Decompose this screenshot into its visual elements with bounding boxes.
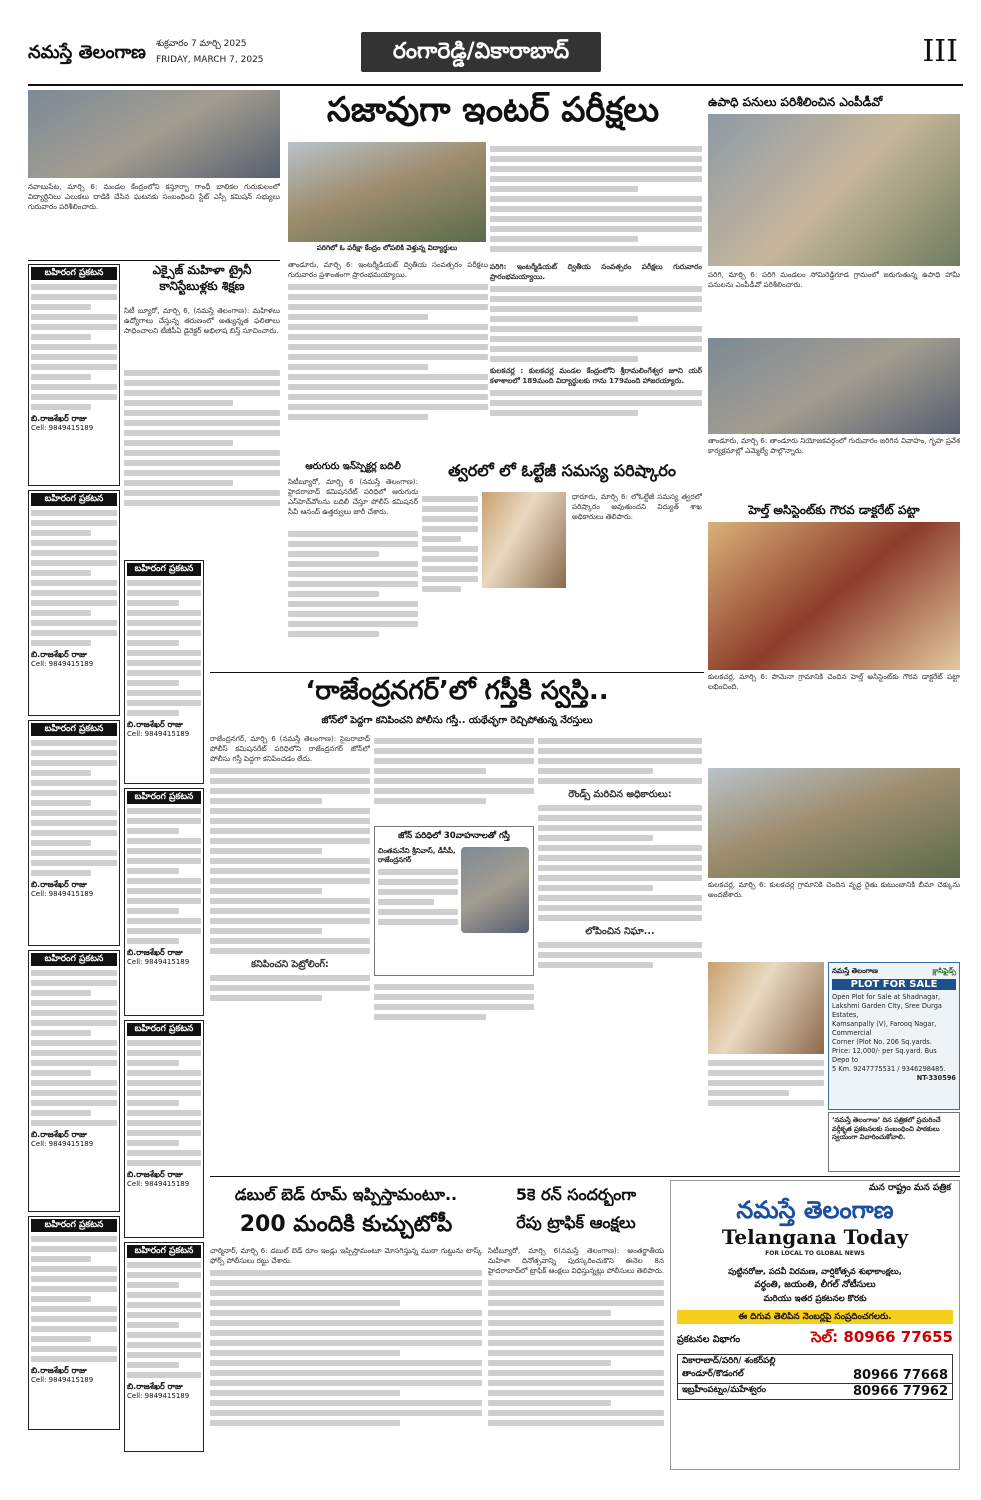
lawyer-name: బి.రాజశేఖర్ రాజు <box>127 1170 183 1179</box>
divider-left-1 <box>28 260 280 261</box>
gang-headline: ‘రాజేంద్రనగర్’లో గస్తీకి స్వస్తి.. <box>305 676 609 706</box>
felicitation-photo <box>708 962 824 1054</box>
double-bed-headline-1: డబుల్ బెడ్ రూమ్ ఇప్పిస్తామంటూ.. <box>234 1185 458 1204</box>
lawyer-phone: Cell: 9849415189 <box>31 1376 94 1384</box>
public-ad-title: బహిరంగ ప్రకటన <box>31 953 117 966</box>
plot-for-sale-ad <box>828 962 960 1110</box>
plot-ad-line3: Kamsanpally (V), Farooq Nagar, Commercial <box>832 1020 937 1037</box>
plot-ad-line5: Price: 12,000/- per Sq.yard. Bus Depo to <box>832 1047 937 1064</box>
date-telugu: శుక్రవారం 7 మార్చి 2025 <box>156 39 247 49</box>
gang-body-col2 <box>374 734 534 824</box>
plot-ad-line4: Corner (Plot No. 206 Sq.yards. <box>832 1038 932 1046</box>
tt-cell: సెల్: 80966 77655 <box>811 1328 953 1346</box>
gang-subhead: జోన్‌లో పెద్దగా కనిపించని పోలీసు గస్తీ.. యథేచ్ఛగా రెచ్చిపోతున్న నేరస్తులు <box>321 715 593 726</box>
plot-ad-line2: Lakshmi Garden City, Sree Durga Estates, <box>832 1002 942 1019</box>
tt-area-2: తాండూర్/కొడంగల్ <box>682 1369 744 1379</box>
upadhi-headline: ఉపాధి పనులు పరిశీలించిన ఎంపీడీవో <box>708 95 883 109</box>
public-ad <box>124 1242 204 1452</box>
gang-box-sub: కనిపించని పెట్రోలింగ్: <box>251 959 329 970</box>
date-english: FRIDAY, MARCH 7, 2025 <box>156 55 264 65</box>
health-photo <box>708 522 960 670</box>
gang-body-col4 <box>538 734 702 1040</box>
tt-phone-2: 80966 77962 <box>853 1384 948 1399</box>
gang-round-sub: రౌండ్స్ మరిచిన అధికారులు: <box>568 789 672 800</box>
public-ad-title: బహిరంగ ప్రకటన <box>127 791 201 804</box>
fivek-body <box>488 1246 664 1470</box>
transfer-story <box>288 460 418 668</box>
lawyer-name: బి.రాజశేఖర్ రాజు <box>31 414 87 423</box>
lead-body-main <box>288 260 488 456</box>
lead-body-start: తాండూరు, మార్చి 6: ఇంటర్మీడియట్ ద్వితీయ సంవత్సరం పరీక్షలు గురువారం ప్రశాంతంగా ప్రారంభమయ్యాయి. <box>288 260 488 279</box>
gang-body-col1 <box>210 734 370 1040</box>
tt-line-2: వర్ధంతి, జయంతి, లీగల్ నోటీసులు <box>754 1280 876 1290</box>
transfer-body: సిటీబ్యూరో, మార్చి 6 (నమస్తే తెలంగాణ): హైదరాబాద్ కమిషనరేట్ పరిధిలో ఆరుగురు ఎస్‌హెచ్‌వోలను బదిలీ చేస్తూ పోలీస్ కమిషనర్ సీవీ ఆనంద్ ఉత్తర్వులు జారీ చేశారు. <box>288 477 418 516</box>
lawyer-name: బి.రాజశేఖర్ రాజు <box>31 1366 87 1375</box>
fivek-headline-2: రేపు ట్రాఫిక్ ఆంక్షలు <box>516 1213 636 1232</box>
felicitation-caption <box>708 1056 824 1114</box>
gang-quote-box <box>374 826 534 976</box>
tt-english-tag: FOR LOCAL TO GLOBAL NEWS <box>765 1250 865 1257</box>
sign-caption: కులకచర్ల, మార్చి 6: కులకచర్ల గ్రామానికి చెందిన వృద్ధ రైతు కుటుంబానికి బీమా చెక్కును అందజేశారు. <box>708 880 960 899</box>
lead-photo <box>288 142 486 242</box>
transfer-headline: ఆరుగురు ఇన్‌స్పెక్టర్ల బదిలీ <box>305 461 401 472</box>
tt-line-3: మరియు ఇతర ప్రకటనల కొరకు <box>763 1294 867 1304</box>
tt-line-1: పుట్టినరోజు, పదవీ విరమణ, వార్షికోత్సవ శుభాకాంక్షలు, <box>728 1266 902 1276</box>
lawyer-name: బి.రాజశేఖర్ రాజు <box>31 650 87 659</box>
sign-photo <box>708 768 960 878</box>
public-ad-title: బహిరంగ ప్రకటన <box>127 1245 201 1258</box>
public-ad-title: బహిరంగ ప్రకటన <box>31 723 117 736</box>
lawyer-phone: Cell: 9849415189 <box>31 660 94 668</box>
tt-tagline: మన రాష్ట్రం మన పత్రిక <box>869 1183 951 1193</box>
lawyer-name: బి.రాజశేఖర్ రాజు <box>31 1130 87 1139</box>
notice-box <box>828 1112 960 1172</box>
gang-box-title: జోన్ పరిధిలో 30వాహనాలతో గస్తీ <box>398 831 510 841</box>
plot-ad-line1: Open Plot for Sale at Shadnagar, <box>832 993 941 1001</box>
section-title: రంగారెడ్డి/వికారాబాద్ <box>361 32 601 72</box>
masthead-logo: నమస్తే తెలంగాణ <box>28 42 146 63</box>
notice-text: ‘నమస్తే తెలంగాణ’ దిన పత్రికలో ప్రచురించే వర్గీకృత ప్రకటనలకు సంబంధించి పాఠకులు స్వయంగా విచారించుకోవాలి. <box>832 1116 941 1141</box>
divider-bottom <box>210 1176 960 1177</box>
top-left-caption: నవాబుపేట, మార్చి 6: మండల కేంద్రంలోని కస్తూర్బా గాంధీ బాలికల గురుకులంలో విద్యార్థినిలు ఎలుకలు దాడికి చేసిన ఘటనకు సంబంధించి స్టేట్ ఎస్సీ కమిషన్ సభ్యులు గురువారం పరిశీలించారు. <box>28 182 280 211</box>
excise-headline: ఎక్సైజ్ మహిళా ట్రైనీ కానిస్టేబుళ్లకు శిక్షణ <box>152 263 252 293</box>
double-bed-body <box>210 1246 482 1470</box>
lawyer-phone: Cell: 9849415189 <box>127 730 190 738</box>
fivek-body-text: సిటీబ్యూరో, మార్చి 6(నమస్తే తెలంగాణ): అంతర్జాతీయ మహిళా దినోత్సవాన్ని పురస్కరించుకొని ఈనెల 8న హైదరాబాద్‌లో ట్రాఫిక్ ఆంక్షలు విధిస్తున్నట్లు పోలీసులు తెలిపారు. <box>488 1246 664 1275</box>
lead-dateline-3: కులకచర్ల : కులకచర్ల మండల కేంద్రంలోని శ్రీరామలింగేశ్వర జూని యర్ కళాశాలలో 189మంది విద్యార్థులకు గాను 179మంది హాజరయ్యారు. <box>490 366 702 385</box>
lead-dateline-2: పరిగి: ఇంటర్మీడియట్ ద్వితీయ సంవత్సరం పరీక్షలు గురువారం ప్రారంభమయ్యాయి. <box>490 262 702 281</box>
masthead <box>28 30 963 82</box>
plot-ad-code: NT-330596 <box>916 1074 956 1082</box>
lawyer-phone: Cell: 9849415189 <box>31 890 94 898</box>
divider-mid <box>210 672 704 673</box>
page-number: III <box>922 34 958 69</box>
office-photo <box>28 90 280 178</box>
public-ad <box>124 560 204 784</box>
gang-body-col3 <box>374 980 534 1042</box>
tt-area-3: ఇబ్రహీంపట్నం/మహేశ్వరం <box>682 1385 767 1395</box>
public-ad <box>28 950 120 1212</box>
lawyer-phone: Cell: 9849415189 <box>127 1392 190 1400</box>
lawyer-phone: Cell: 9849415189 <box>127 958 190 966</box>
lawyer-name: బి.రాజశేఖర్ రాజు <box>127 1382 183 1391</box>
plot-ad-tag: క్లాసిఫైడ్స్ <box>932 967 956 975</box>
lawyer-name: బి.రాజశేఖర్ రాజు <box>127 720 183 729</box>
wedding-photo <box>708 338 960 434</box>
public-ad <box>124 1020 204 1238</box>
tt-line-4: ఈ దిగువ తెలిపిన నెంబర్లపై సంప్రదించగలరు. <box>677 1310 953 1324</box>
voltage-photo <box>482 492 566 588</box>
public-ad <box>28 490 120 716</box>
public-ad <box>28 720 120 946</box>
tt-logo-telugu: నమస్తే తెలంగాణ <box>736 1195 894 1224</box>
health-caption: కులకచర్ల, మార్చి 6: పామెనా గ్రామానికి చెందిన హెల్త్ అసిస్టెంట్‌కు గౌరవ డాక్టరేట్ పట్టా లభించింది. <box>708 672 960 691</box>
gang-box-quote: చింతమనేని శ్రీనివాస్, డీసీపీ, రాజేంద్రనగర్ <box>378 847 456 864</box>
double-bed-body-text: చార్మినార్, మార్చి 6: డబుల్ బెడ్ రూం ఇండ్లు ఇప్పిస్తామంటూ మోసగిస్తున్న ముఠా గుట్టును టాస్క్ ఫోర్స్ పోలీసులు రట్టు చేశారు. <box>210 1246 482 1265</box>
public-ad <box>28 264 120 486</box>
tt-area-1: వికారాబాద్/పరిగి/ శంకర్‌పల్లి <box>682 1356 776 1366</box>
lawyer-phone: Cell: 9849415189 <box>31 424 94 432</box>
voltage-headline: త్వరలో లో ఓల్టేజీ సమస్య పరిష్కారం <box>448 461 676 480</box>
double-bed-headline-2: 200 మందికి కుచ్చుటోపీ <box>239 1212 453 1237</box>
dcp-photo <box>461 847 529 933</box>
voltage-story <box>422 460 702 670</box>
public-ad-column-1 <box>28 264 120 1464</box>
tt-phone-1: 80966 77668 <box>853 1368 948 1383</box>
plot-ad-brand: నమస్తే తెలంగాణ <box>832 967 878 975</box>
public-ad-title: బహిరంగ ప్రకటన <box>31 493 117 506</box>
upadhi-caption: పరిగి, మార్చి 6: పరిగి మండలం సోమిరెడ్డిగూడ గ్రామంలో జరుగుతున్న ఉపాధి హామీ పనులను ఎంపీడీవో పరిశీలించారు. <box>708 270 960 289</box>
lawyer-name: బి.రాజశేఖర్ రాజు <box>127 948 183 957</box>
excise-story <box>124 262 280 554</box>
tt-dept: ప్రకటనల విభాగం <box>677 1333 741 1345</box>
lawyer-phone: Cell: 9849415189 <box>127 1180 190 1188</box>
lead-photo-caption: పరిగిలో ఓ పరీక్షా కేంద్రం లోపలికి వెళ్తున్న విద్యార్థులు <box>316 244 458 252</box>
lead-body-col2 <box>490 262 702 456</box>
fivek-headline-1: 5కె రన్ సందర్భంగా <box>515 1185 637 1204</box>
public-ad <box>124 788 204 1016</box>
voltage-body-main: ధారూరు, మార్చి 6: లోఓల్టేజీ సమస్య త్వరలో పరిష్కారం అవుతుందని విద్యుత్ శాఖ అధికారులు తెలిపారు. <box>572 492 702 521</box>
public-ad-title: బహిరంగ ప్రకటన <box>127 1023 201 1036</box>
lead-headline: సజావుగా ఇంటర్ పరీక్షలు <box>326 90 660 130</box>
tt-ad <box>670 1180 960 1470</box>
upadhi-caption-2: తాండూరు, మార్చి 6: తాండూరు నియోజకవర్గంలో గురువారం జరిగిన వివాహం, గృహ ప్రవేశ కార్యక్రమాల్లో ఎమ్మెల్యే పాల్గొన్నారు. <box>708 436 960 455</box>
gang-lack-sub: లోపించిన నిఘా... <box>585 926 655 937</box>
plot-ad-line6: 5 Km. 9247775531 / 9346298485. <box>832 1065 946 1073</box>
lead-body-right <box>490 142 702 262</box>
plot-ad-title: PLOT FOR SALE <box>832 979 956 990</box>
upadhi-photo <box>708 114 960 266</box>
public-ad-title: బహిరంగ ప్రకటన <box>127 563 201 576</box>
tt-logo-english: Telangana Today <box>721 1225 909 1249</box>
gang-body: రాజేంద్రనగర్, మార్చి 6 (నమస్తే తెలంగాణ): సైబరాబాద్ పోలీస్ కమిషనరేట్ పరిధిలోని రాజేంద్రనగర్ జోన్‌లో పోలీసు గస్తీ పెద్దగా కనిపించడం లేదు. <box>210 734 370 763</box>
public-ad-title: బహిరంగ ప్రకటన <box>31 1219 117 1232</box>
voltage-body <box>422 492 478 662</box>
excise-body: సిటీ బ్యూరో, మార్చి 6, (నమస్తే తెలంగాణ): మహిళలు ఉద్యోగాలు చేస్తున్న తరుణంలో అత్యున్నత ఫలితాలు సాధించాలని టీజీపీఏ డైరెక్టర్ అభిలాష బిస్త్ సూచించారు. <box>124 306 280 335</box>
lawyer-phone: Cell: 9849415189 <box>31 1140 94 1148</box>
public-ad-title: బహిరంగ ప్రకటన <box>31 267 117 280</box>
lawyer-name: బి.రాజశేఖర్ రాజు <box>31 880 87 889</box>
public-ad-column-2 <box>124 560 204 1470</box>
masthead-rule <box>28 84 963 86</box>
health-headline: హెల్త్ అసిస్టెంట్‌కు గౌరవ డాక్టరేట్ పట్టా <box>748 503 920 517</box>
public-ad <box>28 1216 120 1430</box>
